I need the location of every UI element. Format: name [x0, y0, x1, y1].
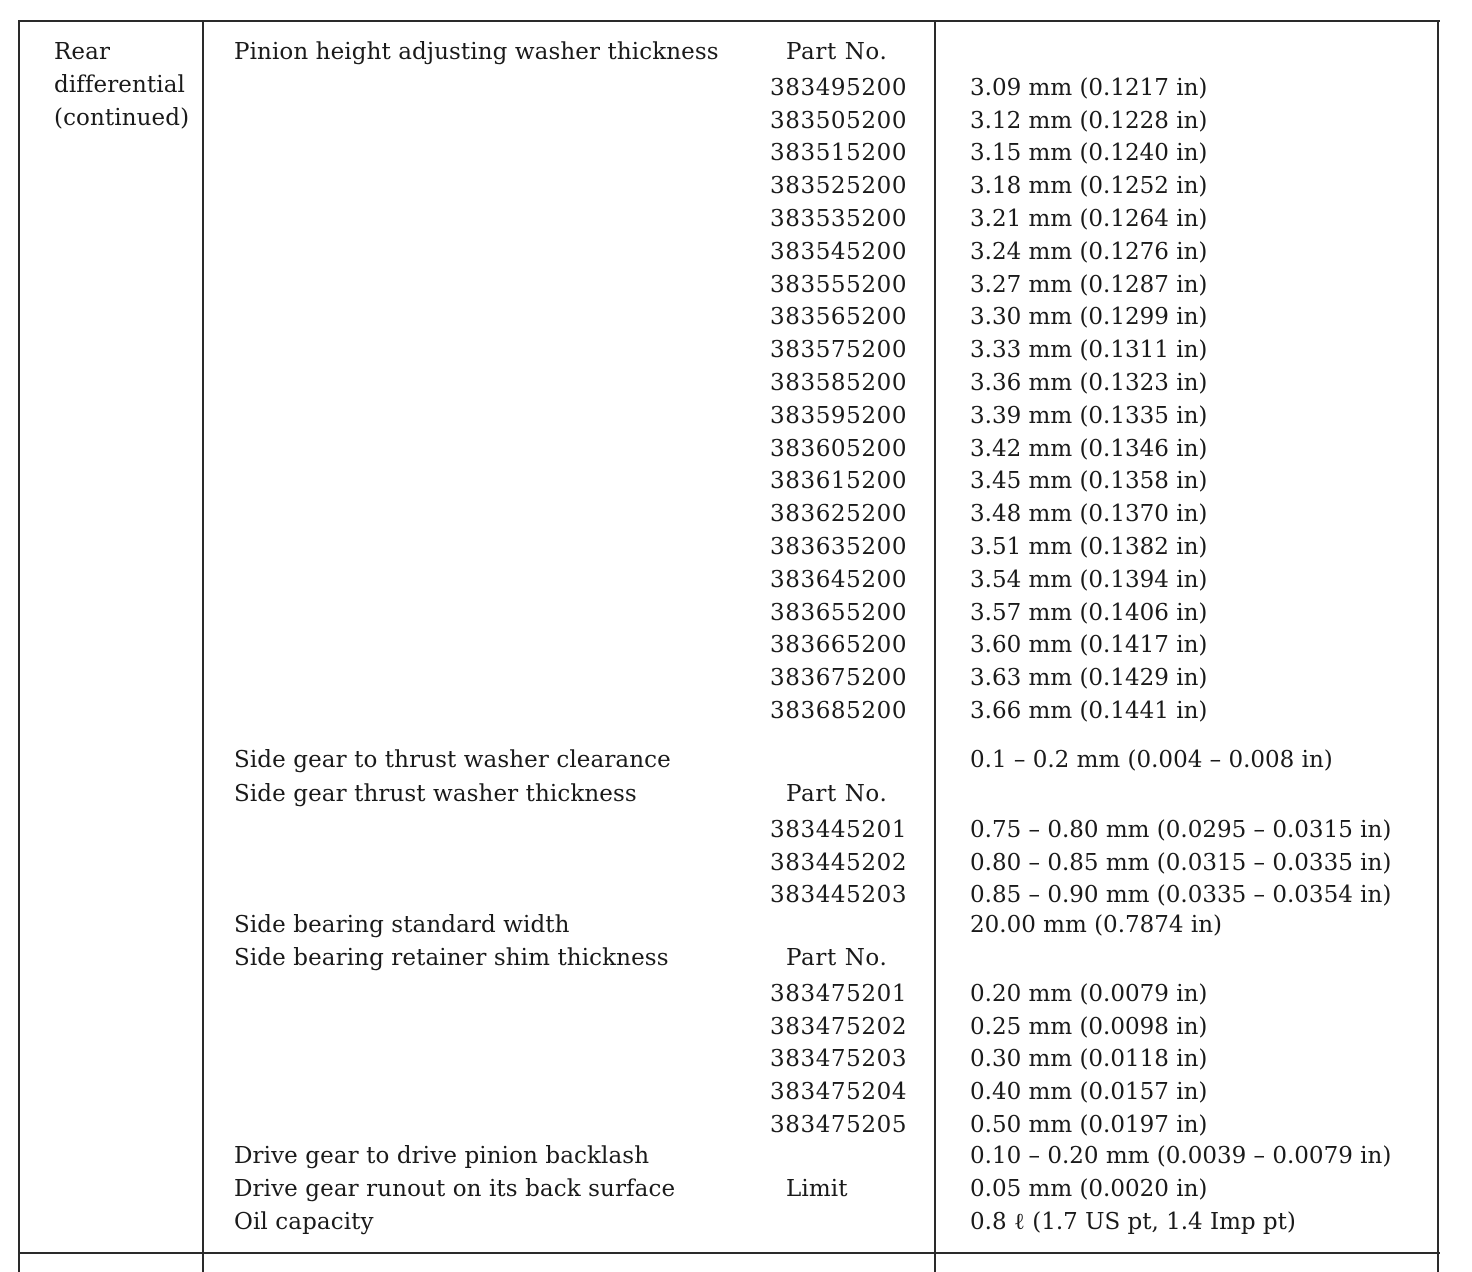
part-number: 383635200 [770, 534, 908, 560]
left-border [18, 20, 20, 1272]
part-value: 3.51 mm (0.1382 in) [970, 534, 1208, 560]
part-value: 3.33 mm (0.1311 in) [970, 337, 1208, 363]
part-no-header: Part No. [786, 781, 888, 807]
part-value: 3.15 mm (0.1240 in) [970, 140, 1208, 166]
spec-value: 0.05 mm (0.0020 in) [970, 1176, 1208, 1202]
part-number: 383675200 [770, 665, 908, 691]
part-value: 3.57 mm (0.1406 in) [970, 600, 1208, 626]
part-number: 383575200 [770, 337, 908, 363]
section-label-line-3: (continued) [54, 105, 190, 131]
col-divider-1 [202, 20, 204, 1272]
spec-label: Oil capacity [234, 1209, 374, 1235]
part-value: 0.40 mm (0.0157 in) [970, 1079, 1208, 1105]
part-number: 383475205 [770, 1112, 908, 1138]
spec-label: Side gear to thrust washer clearance [234, 747, 671, 773]
spec-label: Side bearing standard width [234, 912, 570, 938]
part-number: 383565200 [770, 304, 908, 330]
part-value: 3.63 mm (0.1429 in) [970, 665, 1208, 691]
part-value: 3.42 mm (0.1346 in) [970, 436, 1208, 462]
part-number: 383625200 [770, 501, 908, 527]
part-number: 383555200 [770, 272, 908, 298]
part-value: 3.27 mm (0.1287 in) [970, 272, 1208, 298]
part-number: 383445201 [770, 817, 908, 843]
part-value: 3.24 mm (0.1276 in) [970, 239, 1208, 265]
part-value: 3.39 mm (0.1335 in) [970, 403, 1208, 429]
part-number: 383685200 [770, 698, 908, 724]
part-number: 383525200 [770, 173, 908, 199]
part-value: 3.66 mm (0.1441 in) [970, 698, 1208, 724]
part-number: 383475203 [770, 1046, 908, 1072]
part-number: 383515200 [770, 140, 908, 166]
part-value: 3.09 mm (0.1217 in) [970, 75, 1208, 101]
part-number: 383545200 [770, 239, 908, 265]
spec-label: Pinion height adjusting washer thickness [234, 39, 719, 65]
part-number: 383595200 [770, 403, 908, 429]
top-border [18, 20, 1440, 22]
part-value: 0.80 – 0.85 mm (0.0315 – 0.0335 in) [970, 850, 1392, 876]
part-number: 383585200 [770, 370, 908, 396]
part-number: 383605200 [770, 436, 908, 462]
part-number: 383615200 [770, 468, 908, 494]
part-value: 3.36 mm (0.1323 in) [970, 370, 1208, 396]
part-value: 3.21 mm (0.1264 in) [970, 206, 1208, 232]
part-number: 383475201 [770, 981, 908, 1007]
part-value: 0.50 mm (0.0197 in) [970, 1112, 1208, 1138]
part-value: 0.75 – 0.80 mm (0.0295 – 0.0315 in) [970, 817, 1392, 843]
part-number: 383475202 [770, 1014, 908, 1040]
right-border [1437, 20, 1439, 1272]
spec-label: Drive gear runout on its back surface [234, 1176, 676, 1202]
spec-value: 20.00 mm (0.7874 in) [970, 912, 1222, 938]
spec-label: Drive gear to drive pinion backlash [234, 1143, 650, 1169]
part-number: 383445203 [770, 882, 908, 908]
spec-label: Side bearing retainer shim thickness [234, 945, 669, 971]
part-value: 3.12 mm (0.1228 in) [970, 108, 1208, 134]
part-value: 3.18 mm (0.1252 in) [970, 173, 1208, 199]
part-number: 383445202 [770, 850, 908, 876]
bottom-rule [18, 1252, 1440, 1254]
part-no-header: Part No. [786, 39, 888, 65]
part-value: 3.45 mm (0.1358 in) [970, 468, 1208, 494]
part-number: 383665200 [770, 632, 908, 658]
section-label-line-2: differential [54, 72, 186, 98]
part-value: 0.85 – 0.90 mm (0.0335 – 0.0354 in) [970, 882, 1392, 908]
spec-label: Side gear thrust washer thickness [234, 781, 637, 807]
part-number: 383535200 [770, 206, 908, 232]
spec-value: 0.1 – 0.2 mm (0.004 – 0.008 in) [970, 747, 1333, 773]
part-value: 3.60 mm (0.1417 in) [970, 632, 1208, 658]
spec-value: 0.10 – 0.20 mm (0.0039 – 0.0079 in) [970, 1143, 1392, 1169]
part-value: 0.30 mm (0.0118 in) [970, 1046, 1208, 1072]
part-value: 3.48 mm (0.1370 in) [970, 501, 1208, 527]
spec-value: 0.8 ℓ (1.7 US pt, 1.4 Imp pt) [970, 1209, 1296, 1235]
part-number: 383655200 [770, 600, 908, 626]
part-value: 3.54 mm (0.1394 in) [970, 567, 1208, 593]
part-value: 3.30 mm (0.1299 in) [970, 304, 1208, 330]
part-number: 383505200 [770, 108, 908, 134]
part-value: 0.25 mm (0.0098 in) [970, 1014, 1208, 1040]
part-number: 383475204 [770, 1079, 908, 1105]
section-label-line-1: Rear [54, 39, 111, 65]
part-number: 383495200 [770, 75, 908, 101]
part-value: 0.20 mm (0.0079 in) [970, 981, 1208, 1007]
limit-label: Limit [786, 1176, 848, 1202]
col-divider-2 [934, 20, 936, 1272]
part-number: 383645200 [770, 567, 908, 593]
part-no-header: Part No. [786, 945, 888, 971]
